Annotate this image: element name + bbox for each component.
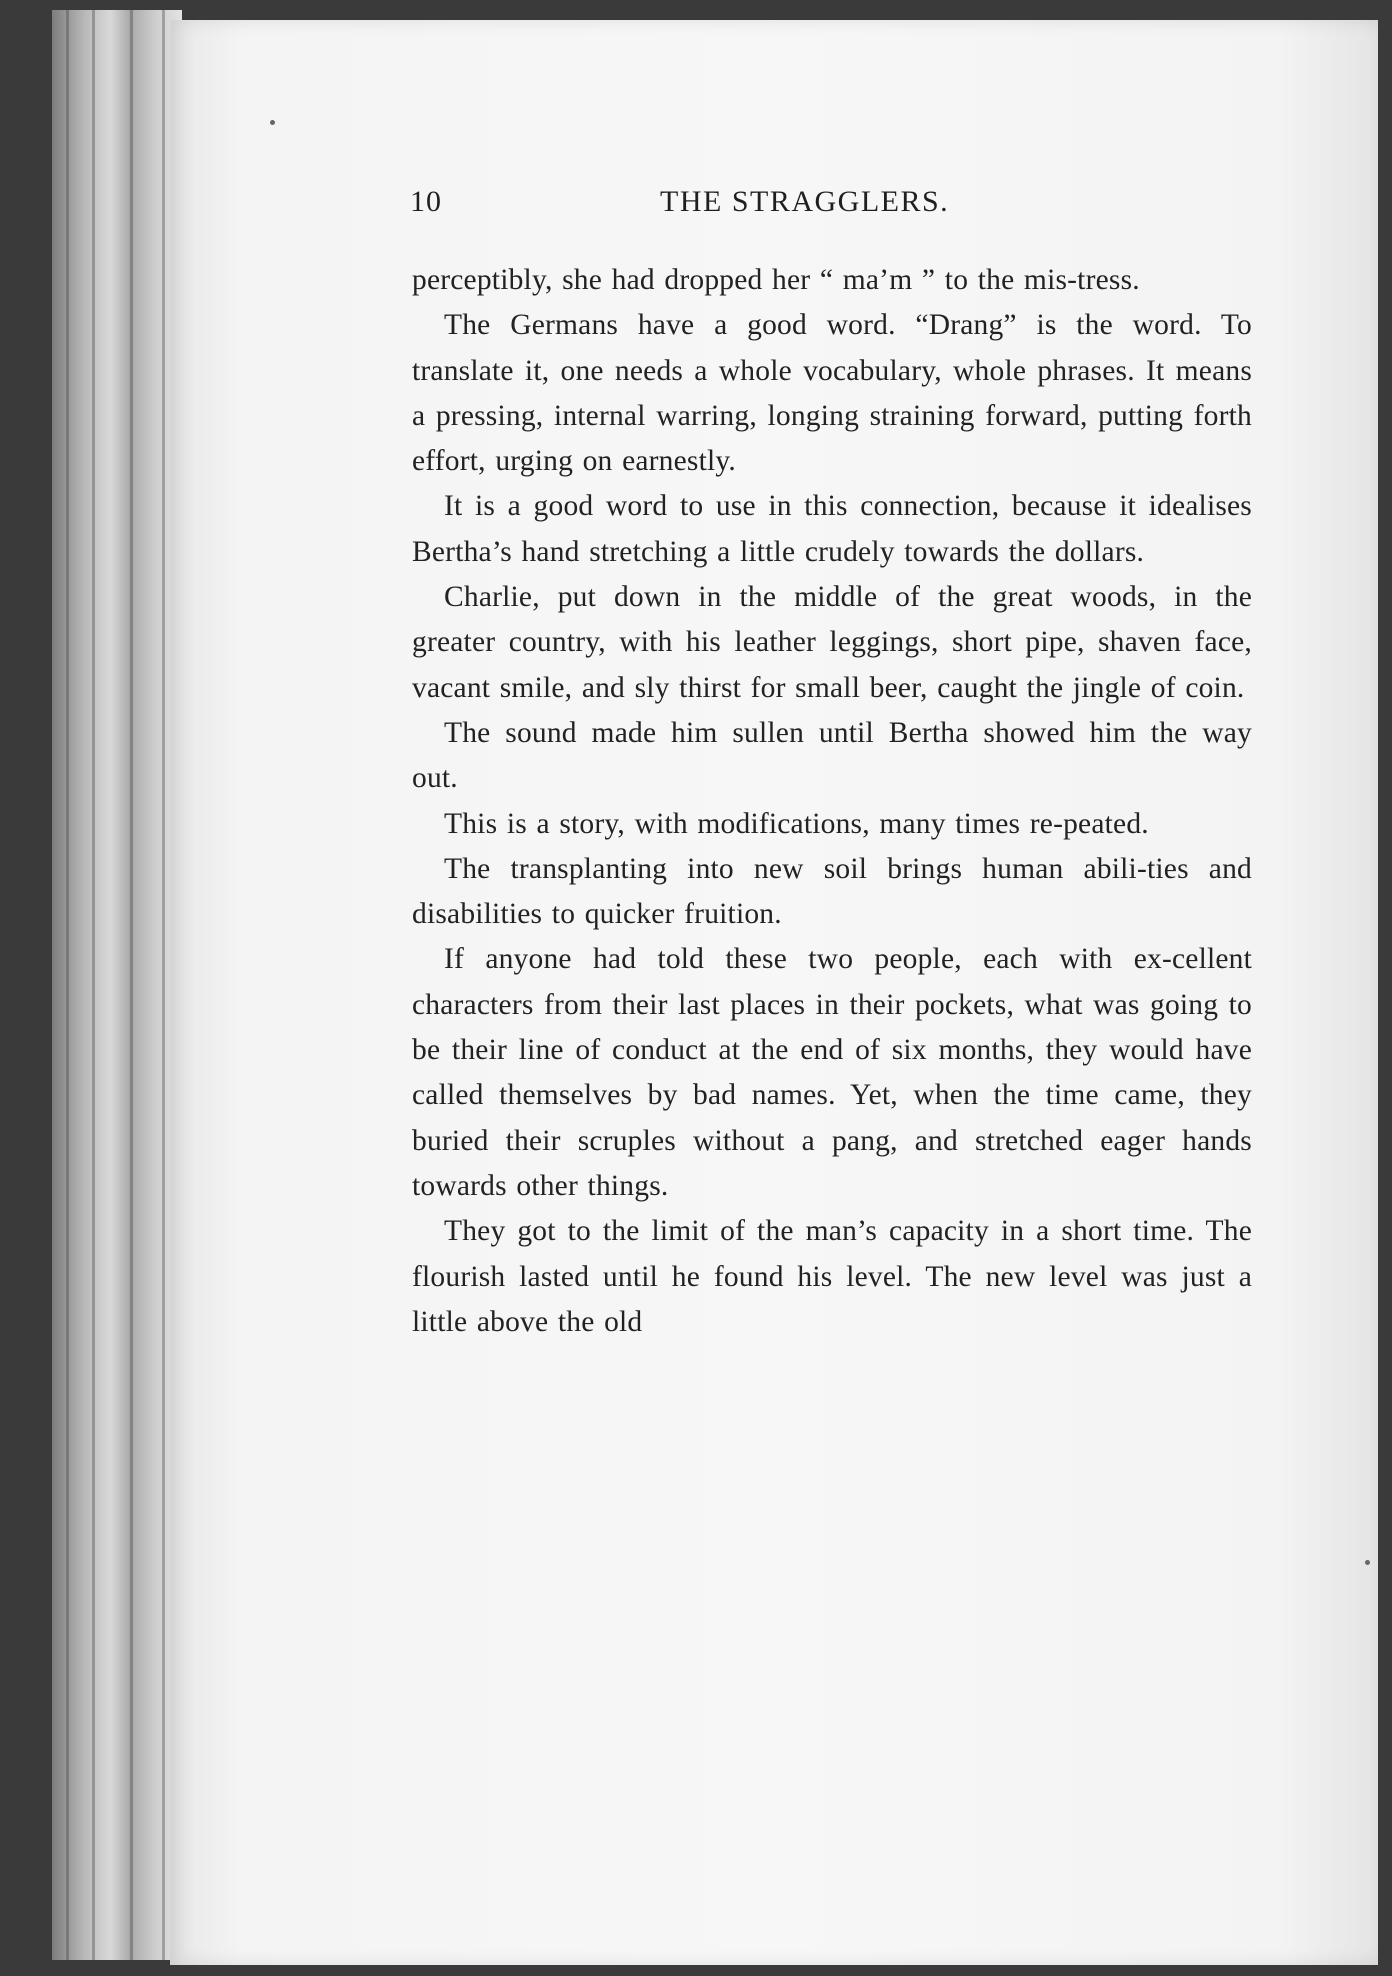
page-edge-line	[162, 10, 165, 1960]
paragraph: They got to the limit of the man’s capacity in a short time. The flourish lasted until he found his level. The new level was just a little above the old	[412, 1215, 1252, 1338]
paper-speck	[270, 120, 275, 125]
paragraph: Charlie, put down in the middle of the great woods, in the greater country, with his leather leggings, short pipe, shaven face, vacant smile, and sly thirst for small beer, caught the jingle of coin.	[412, 581, 1252, 704]
body-text	[412, 258, 1252, 1345]
book-gutter	[52, 10, 182, 1960]
paragraph: It is a good word to use in this connection, because it idealises Bertha’s hand stretching a little crudely towards the dollars.	[412, 490, 1252, 568]
paragraph: The Germans have a good word. “Drang” is the word. To translate it, one needs a whole vocabulary, whole phrases. It means a pressing, internal warring, longing straining forward, putting forth effort, urging on earnestly.	[412, 309, 1252, 478]
paragraph: The sound made him sullen until Bertha showed him the way out.	[412, 716, 1252, 795]
paragraph: The transplanting into new soil brings human abili-ties and disabilities to quicker fruition.	[412, 852, 1252, 931]
page-edge-line	[66, 10, 69, 1960]
page-edge-line	[92, 10, 95, 1960]
page-edge-line	[130, 10, 133, 1960]
running-head	[410, 185, 1010, 235]
paragraph: This is a story, with modifications, many times re-peated.	[444, 807, 1149, 840]
paragraph: If anyone had told these two people, each with ex-cellent characters from their last places in their pockets, what was going to be their line of conduct at the end of six months, they would have called themselves by bad names. Yet, when the time came, they buried their scruples without a pang, and stretched eager hands towards other things.	[412, 943, 1252, 1202]
running-title: THE STRAGGLERS.	[660, 185, 950, 218]
paragraph: perceptibly, she had dropped her “ ma’m ” to the mis-tress.	[412, 264, 1140, 296]
paper-speck	[1365, 1560, 1370, 1565]
page-number: 10	[410, 185, 442, 218]
